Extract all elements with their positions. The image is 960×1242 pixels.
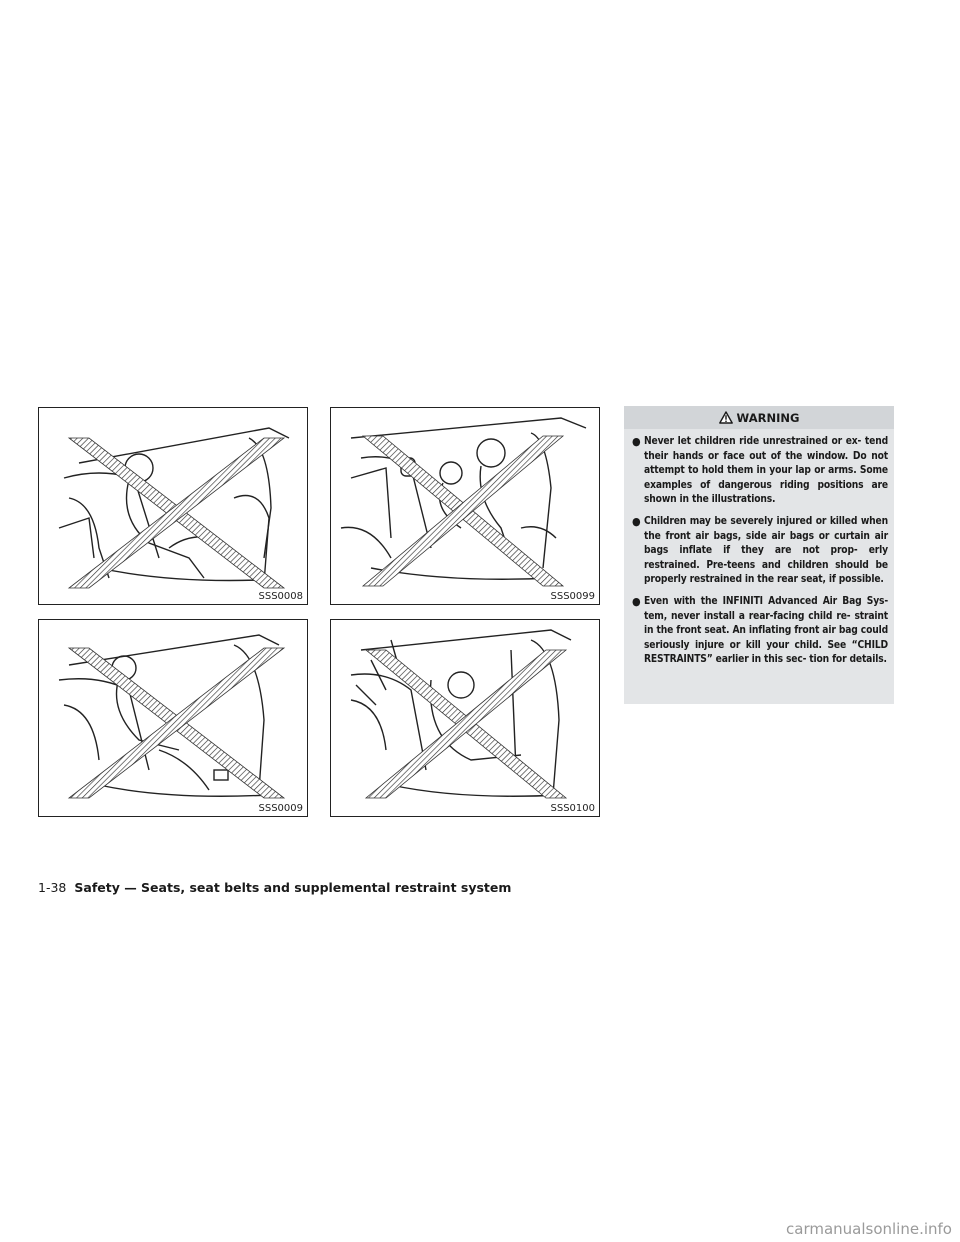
warning-item	[632, 595, 888, 668]
warning-item-text: Never let children ride unrestrained or ex- tend their hands or face out of the window. Do not attempt to hold them in your lap or arms. Some examples of dangerous riding positions are shown in the illustrations.	[644, 436, 888, 506]
page-footer	[38, 880, 511, 895]
warning-title: WARNING	[736, 410, 800, 425]
figure-code: SSS0100	[550, 803, 595, 814]
warning-header	[624, 406, 894, 429]
illustration-sss0008	[38, 407, 308, 605]
prohibition-x-mark	[366, 650, 566, 798]
child-on-lap-illustration	[331, 408, 599, 604]
prohibition-x-mark	[363, 436, 563, 586]
illustration-sss0100	[330, 619, 600, 817]
bullet-icon: ●	[632, 514, 641, 528]
warning-item-text: Children may be severely injured or killed when the front air bags, side air bags or curtain air bags inflate if they are not prop- erly restrained. Pre-teens and children should be properly restrained in the rear seat, if possible.	[644, 515, 888, 586]
section-title: Safety — Seats, seat belts and supplemental restraint system	[74, 880, 512, 895]
figure-code: SSS0099	[550, 591, 595, 602]
warning-triangle-icon	[719, 411, 733, 424]
illustration-sss0009	[38, 619, 308, 817]
child-standing-in-front-seat-illustration	[39, 408, 307, 604]
page-number: 1-38	[38, 880, 67, 895]
warning-item	[632, 435, 888, 508]
warning-item	[632, 515, 888, 588]
prohibition-x-mark	[69, 648, 284, 798]
watermark: carmanualsonline.info	[786, 1220, 952, 1238]
child-leaning-forward-illustration	[39, 620, 307, 816]
illustration-sss0099	[330, 407, 600, 605]
figure-code: SSS0009	[258, 803, 303, 814]
warning-item-text: Even with the INFINITI Advanced Air Bag Sys- tem, never install a rear-facing child re- straint in the front seat. An inflating front air bag could seriously injure or kill your child. See “CHILD RESTRAINTS” earlier in this sec- tion for details.	[644, 595, 888, 666]
rear-facing-child-seat-illustration	[331, 620, 599, 816]
bullet-icon: ●	[632, 594, 641, 608]
prohibition-x-mark	[69, 438, 284, 588]
figure-code: SSS0008	[258, 591, 303, 602]
warning-list	[624, 429, 894, 668]
bullet-icon: ●	[632, 435, 641, 448]
warning-box	[624, 406, 894, 704]
